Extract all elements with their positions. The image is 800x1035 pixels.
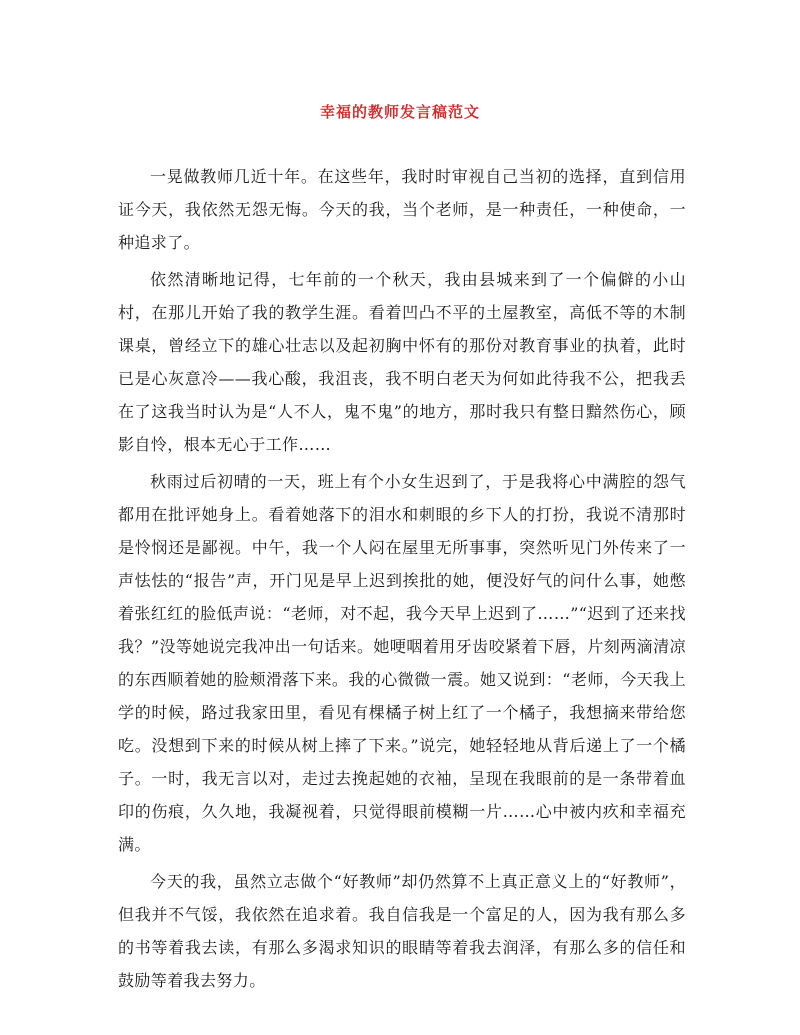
document-body bbox=[118, 160, 686, 1001]
paragraph-4: 今天的我，虽然立志做个“好教师”却仍然算不上真正意义上的“好教师”，但我并不气馁，我依然在追求着。我自信我是一个富足的人，因为我有那么多的书等着我去读，有那么多渴求知识的眼睛等着我去润泽，有那么多的信任和鼓励等着我去努力。 bbox=[118, 872, 686, 990]
paragraph-3: 秋雨过后初晴的一天，班上有个小女生迟到了，于是我将心中满腔的怨气都用在批评她身上。看着她落下的泪水和刺眼的乡下人的打扮，我说不清那时是怜悯还是鄙视。中午，我一个人闷在屋里无所事事，突然听见门外传来了一声怯怯的“报告”声，开门见是早上迟到挨批的她，便没好气的问什么事，她憋着张红红的脸低声说：“老师，对不起，我今天早上迟到了……”“迟到了还来找我？”没等她说完我冲出一句话来。她哽咽着用牙齿咬紧着下唇，片刻两滴清凉的东西顺着她的脸颊滑落下来。我的心微微一震。她又说到：“老师，今天我上学的时候，路过我家田里，看见有棵橘子树上红了一个橘子，我想摘来带给您吃。没想到下来的时候从树上摔了下来。”说完，她轻轻地从背后递上了一个橘子。一时，我无言以对，走过去挽起她的衣袖，呈现在我眼前的是一条带着血印的伤痕，久久地，我凝视着，只觉得眼前模糊一片……心中被内疚和幸福充满。 bbox=[118, 472, 686, 854]
document-title: 幸福的教师发言稿范文 bbox=[319, 103, 480, 121]
paragraph-2: 依然清晰地记得，七年前的一个秋天，我由县城来到了一个偏僻的小山村，在那儿开始了我的教学生涯。看着凹凸不平的土屋教室，高低不等的木制课桌，曾经立下的雄心壮志以及起初胸中怀有的那份对教育事业的执着，此时已是心灰意冷——我心酸，我沮丧，我不明白老天为何如此待我不公，把我丢在了这我当时认为是“人不人，鬼不鬼”的地方，那时我只有整日黯然伤心，顾影自怜，根本无心于工作…… bbox=[118, 270, 686, 454]
paragraph-1: 一晃做教师几近十年。在这些年，我时时审视自己当初的选择，直到信用证今天，我依然无怨无悔。今天的我，当个老师，是一种责任，一种使命，一种追求了。 bbox=[118, 167, 686, 252]
